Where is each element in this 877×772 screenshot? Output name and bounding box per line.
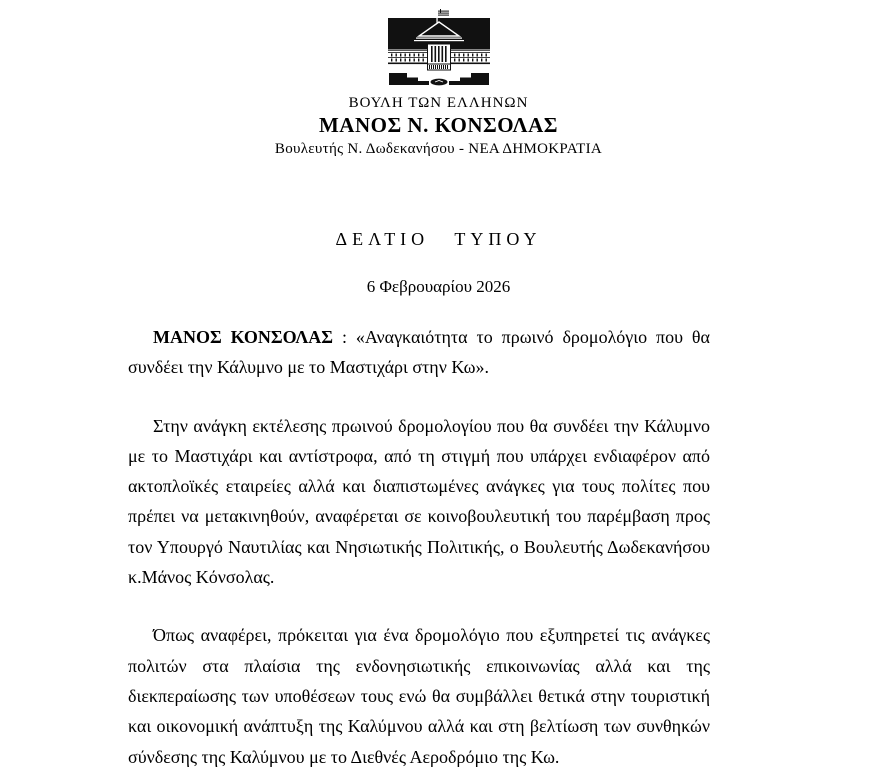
lead-paragraph <box>128 322 710 383</box>
mp-subtitle: Βουλευτής Ν. Δωδεκανήσου - ΝΕΑ ΔΗΜΟΚΡΑΤΙΑ <box>274 141 603 157</box>
speaker-separator: : <box>333 327 356 347</box>
document-date: 6 Φεβρουαρίου 2026 <box>366 277 511 296</box>
mp-name: ΜΑΝΟΣ Ν. ΚΟΝΣΟΛΑΣ <box>318 113 559 137</box>
hellenic-parliament-building-icon <box>385 6 493 86</box>
parliament-title: ΒΟΥΛΗ ΤΩΝ ΕΛΛΗΝΩΝ <box>348 95 529 111</box>
document-body <box>128 322 710 772</box>
letterhead <box>0 0 877 158</box>
lead-quote: «Αναγκαιότητα το πρωινό δρομολόγιο που θα συνδέει την Κάλυμνο με το Μαστιχάρι στην Κω». <box>128 327 710 378</box>
body-paragraph-1: Στην ανάγκη εκτέλεσης πρωινού δρομολογίου που θα συνδέει την Κάλυμνο με το Μαστιχάρι και αντίστροφα, από τη στιγμή που υπάρχει ενδιαφέρον από ακτοπλοϊκές εταιρείες αλλά και διαπιστωμένες ανάγκες για τους πολίτες που πρέπει να μετακινηθούν, αναφέρεται σε κοινοβουλευτική του παρέμβαση προς τον Υπουργό Ναυτιλίας και Νησιωτικής Πολιτικής, ο Βουλευτής Δωδεκανήσου κ.Μάνος Κόνσολας. <box>128 415 710 588</box>
body-paragraph-2: Όπως αναφέρει, πρόκειται για ένα δρομολόγιο που εξυπηρετεί τις ανάγκες πολιτών στα πλαίσια της ενδονησιωτικής επικοινωνίας αλλά και της διεκπεραίωσης των υποθέσεων τους ενώ θα συμβάλλει θετικά στην τουριστική και οικονομική ανάπτυξη της Καλύμνου αλλά και στη βελτίωση των συνθηκών σύνδεσης της Καλύμνου με το Διεθνές Αεροδρόμιο της Κω. <box>128 625 710 767</box>
document-title: ΔΕΛΤΙΟ ΤΥΠΟΥ <box>335 229 542 249</box>
speaker-name: ΜΑΝΟΣ ΚΟΝΣΟΛΑΣ <box>153 327 334 347</box>
